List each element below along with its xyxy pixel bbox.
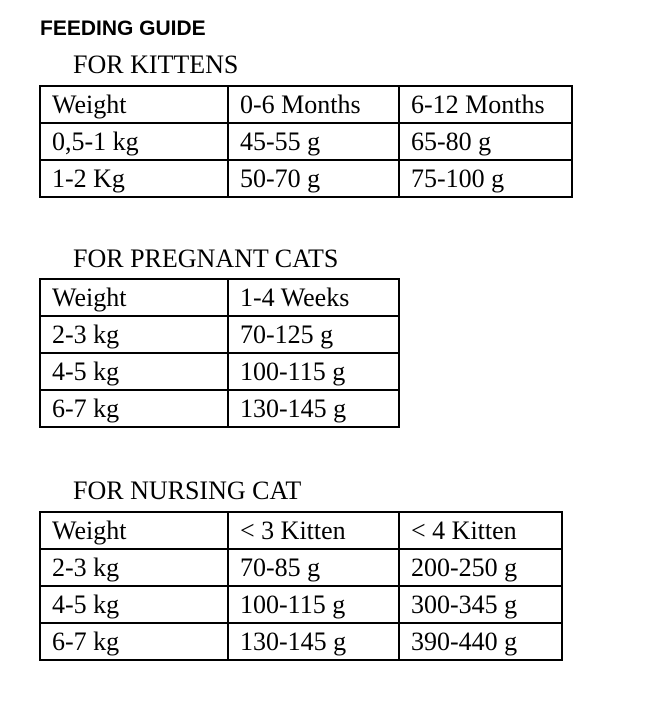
table-cell: 45-55 g	[228, 123, 399, 160]
table-cell: 75-100 g	[399, 160, 572, 197]
header-cell: < 3 Kitten	[228, 512, 399, 549]
table-cell: 6-7 kg	[40, 623, 228, 660]
table-row	[40, 123, 572, 160]
table-cell: 100-115 g	[228, 586, 399, 623]
table-row	[40, 316, 399, 353]
header-cell: 1-4 Weeks	[228, 279, 399, 316]
table-cell: 6-7 kg	[40, 390, 228, 427]
nursing-heading: FOR NURSING CAT	[73, 476, 302, 505]
table-header-row	[40, 512, 562, 549]
table-cell: 2-3 kg	[40, 549, 228, 586]
header-cell: Weight	[40, 86, 228, 123]
header-cell: Weight	[40, 279, 228, 316]
table-cell: 1-2 Kg	[40, 160, 228, 197]
table-row	[40, 353, 399, 390]
kittens-heading: FOR KITTENS	[73, 50, 239, 79]
table-cell: 70-85 g	[228, 549, 399, 586]
table-cell: 100-115 g	[228, 353, 399, 390]
table-cell: 130-145 g	[228, 623, 399, 660]
table-cell: 0,5-1 kg	[40, 123, 228, 160]
table-cell: 65-80 g	[399, 123, 572, 160]
table-header-row	[40, 86, 572, 123]
table-row	[40, 586, 562, 623]
table-cell: 50-70 g	[228, 160, 399, 197]
header-cell: 6-12 Months	[399, 86, 572, 123]
table-cell: 390-440 g	[399, 623, 562, 660]
table-row	[40, 549, 562, 586]
header-cell: Weight	[40, 512, 228, 549]
table-cell: 130-145 g	[228, 390, 399, 427]
pregnant-table	[39, 278, 400, 428]
pregnant-heading: FOR PREGNANT CATS	[73, 244, 339, 273]
table-row	[40, 390, 399, 427]
nursing-table	[39, 511, 563, 661]
table-cell: 200-250 g	[399, 549, 562, 586]
page-title: FEEDING GUIDE	[40, 17, 206, 40]
table-cell: 70-125 g	[228, 316, 399, 353]
table-cell: 4-5 kg	[40, 353, 228, 390]
kittens-table	[39, 85, 573, 198]
table-cell: 4-5 kg	[40, 586, 228, 623]
table-cell: 300-345 g	[399, 586, 562, 623]
header-cell: < 4 Kitten	[399, 512, 562, 549]
table-cell: 2-3 kg	[40, 316, 228, 353]
table-header-row	[40, 279, 399, 316]
table-row	[40, 623, 562, 660]
table-row	[40, 160, 572, 197]
header-cell: 0-6 Months	[228, 86, 399, 123]
